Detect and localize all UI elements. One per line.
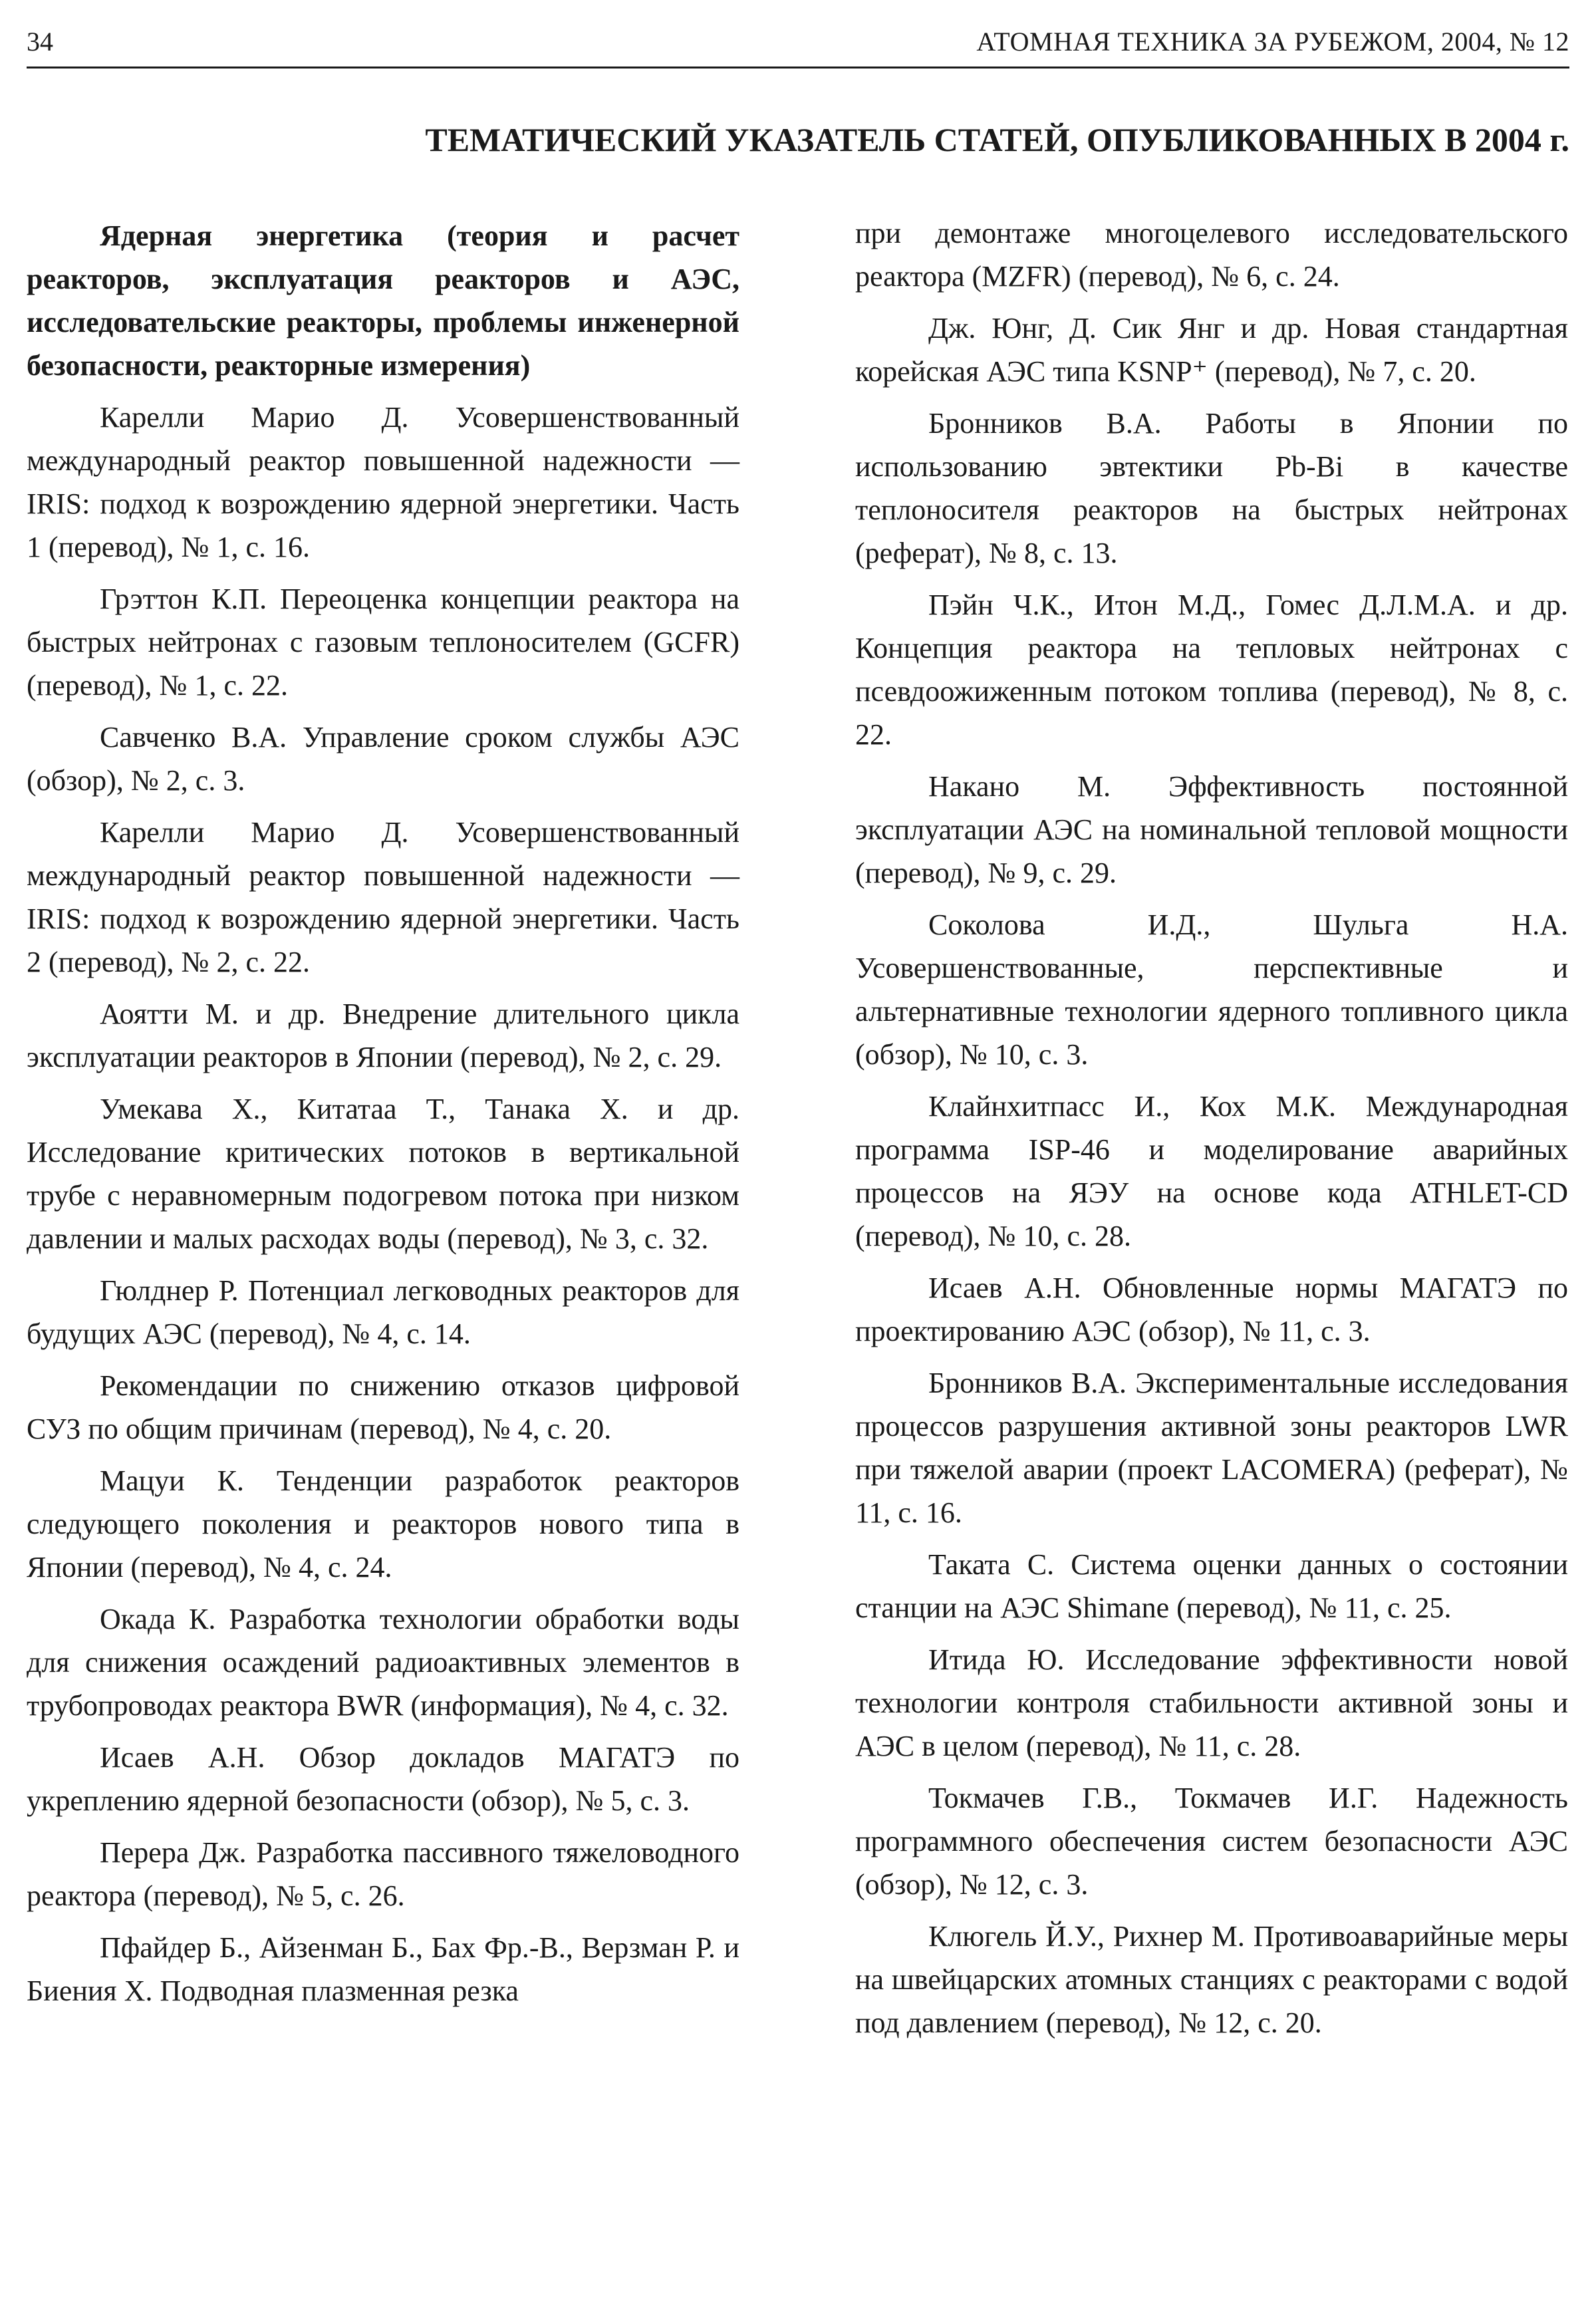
- index-entry: Бронников В.А. Работы в Японии по использованию эвтектики Pb-Bi в качестве теплоносителя реакторов на быстрых нейтронах (реферат), № 8, с. 13.: [855, 407, 1568, 569]
- index-entry: Пфайдер Б., Айзенман Б., Бах Фр.-В., Верзман Р. и Биения Х. Подводная плазменная резка: [27, 1931, 739, 2007]
- index-entry: Пэйн Ч.К., Итон М.Д., Гомес Д.Л.М.А. и др. Концепция реактора на тепловых нейтронах с псевдоожиженным потоком топлива (перевод), № 8, с. 22.: [855, 589, 1568, 751]
- index-entry: Перера Дж. Разработка пассивного тяжеловодного реактора (перевод), № 5, с. 26.: [27, 1836, 739, 1912]
- index-entry: Савченко В.А. Управление сроком службы АЭС (обзор), № 2, с. 3.: [27, 721, 739, 797]
- index-entry: Дж. Юнг, Д. Сик Янг и др. Новая стандартная корейская АЭС типа KSNP⁺ (перевод), № 7, с. 20.: [855, 312, 1568, 388]
- index-entry: Карелли Марио Д. Усовершенствованный международный реактор повышенной надежности — IRIS: подход к возрождению ядерной энергетики. Часть 2 (перевод), № 2, с. 22.: [27, 816, 739, 978]
- journal-title: АТОМНАЯ ТЕХНИКА ЗА РУБЕЖОМ, 2004, № 12: [976, 27, 1569, 57]
- index-entry: Умекава Х., Китатаа Т., Танака Х. и др. Исследование критических потоков в вертикальной трубе с неравномерным подогревом потока при низком давлении и малых расходах воды (перевод), № 3, с. 32.: [27, 1093, 739, 1255]
- index-entry: Мацуи К. Тенденции разработок реакторов следующего поколения и реакторов нового типа в Японии (перевод), № 4, с. 24.: [27, 1464, 739, 1583]
- index-entry: Исаев А.Н. Обзор докладов МАГАТЭ по укреплению ядерной безопасности (обзор), № 5, с. 3.: [27, 1741, 739, 1817]
- index-entry: Итида Ю. Исследование эффективности новой технологии контроля стабильности активной зоны и АЭС в целом (перевод), № 11, с. 28.: [855, 1643, 1568, 1762]
- index-entry: Бронников В.А. Экспериментальные исследования процессов разрушения активной зоны реакторов LWR при тяжелой аварии (проект LACOMERA) (реферат), № 11, с. 16.: [855, 1367, 1568, 1529]
- index-entry: Клюгель Й.У., Рихнер М. Противоаварийные меры на швейцарских атомных станциях с реакторами с водой под давлением (перевод), № 12, с. 20.: [855, 1920, 1568, 2039]
- index-entry: Соколова И.Д., Шульга Н.А. Усовершенствованные, перспективные и альтернативные технологии ядерного топливного цикла (обзор), № 10, с. 3.: [855, 908, 1568, 1071]
- index-entry: Окада К. Разработка технологии обработки воды для снижения осаждений радиоактивных элементов в трубопроводах реактора BWR (информация), № 4, с. 32.: [27, 1603, 739, 1722]
- index-entry: Исаев А.Н. Обновленные нормы МАГАТЭ по проектированию АЭС (обзор), № 11, с. 3.: [855, 1272, 1568, 1347]
- index-entry: Накано М. Эффективность постоянной эксплуатации АЭС на номинальной тепловой мощности (перевод), № 9, с. 29.: [855, 770, 1568, 889]
- running-header: [27, 25, 1569, 68]
- index-entry: Гюлднер Р. Потенциал легководных реакторов для будущих АЭС (перевод), № 4, с. 14.: [27, 1274, 739, 1350]
- right-column: [855, 211, 1568, 2053]
- index-entry-continuation: при демонтаже многоцелевого исследовательского реактора (MZFR) (перевод), № 6, с. 24.: [855, 217, 1568, 293]
- index-entry: Рекомендации по снижению отказов цифровой СУЗ по общим причинам (перевод), № 4, с. 20.: [27, 1369, 739, 1445]
- index-entry: Клайнхитпасс И., Кох М.К. Международная программа ISP-46 и моделирование аварийных процессов на ЯЭУ на основе кода ATHLET-CD (перевод), № 10, с. 28.: [855, 1090, 1568, 1252]
- index-entry: Аоятти М. и др. Внедрение длительного цикла эксплуатации реакторов в Японии (перевод), № 2, с. 29.: [27, 998, 739, 1073]
- index-entry: Таката С. Система оценки данных о состоянии станции на АЭС Shimane (перевод), № 11, с. 25.: [855, 1548, 1568, 1624]
- index-entry: Карелли Марио Д. Усовершенствованный международный реактор повышенной надежности — IRIS: подход к возрождению ядерной энергетики. Часть 1 (перевод), № 1, с. 16.: [27, 401, 739, 563]
- page-number: 34: [27, 27, 53, 57]
- left-column: [27, 214, 739, 2021]
- index-entry: Токмачев Г.В., Токмачев И.Г. Надежность программного обеспечения систем безопасности АЭС (обзор), № 12, с. 3.: [855, 1782, 1568, 1901]
- index-entry: Грэттон К.П. Переоценка концепции реактора на быстрых нейтронах с газовым теплоносителем (GCFR) (перевод), № 1, с. 22.: [27, 583, 739, 702]
- page-title: ТЕМАТИЧЕСКИЙ УКАЗАТЕЛЬ СТАТЕЙ, ОПУБЛИКОВАННЫХ В 2004 г.: [425, 121, 1569, 158]
- section-heading: Ядерная энергетика (теория и расчет реакторов, эксплуатация реакторов и АЭС, исследовательские реакторы, проблемы инженерной безопасности, реакторные измерения): [27, 219, 739, 382]
